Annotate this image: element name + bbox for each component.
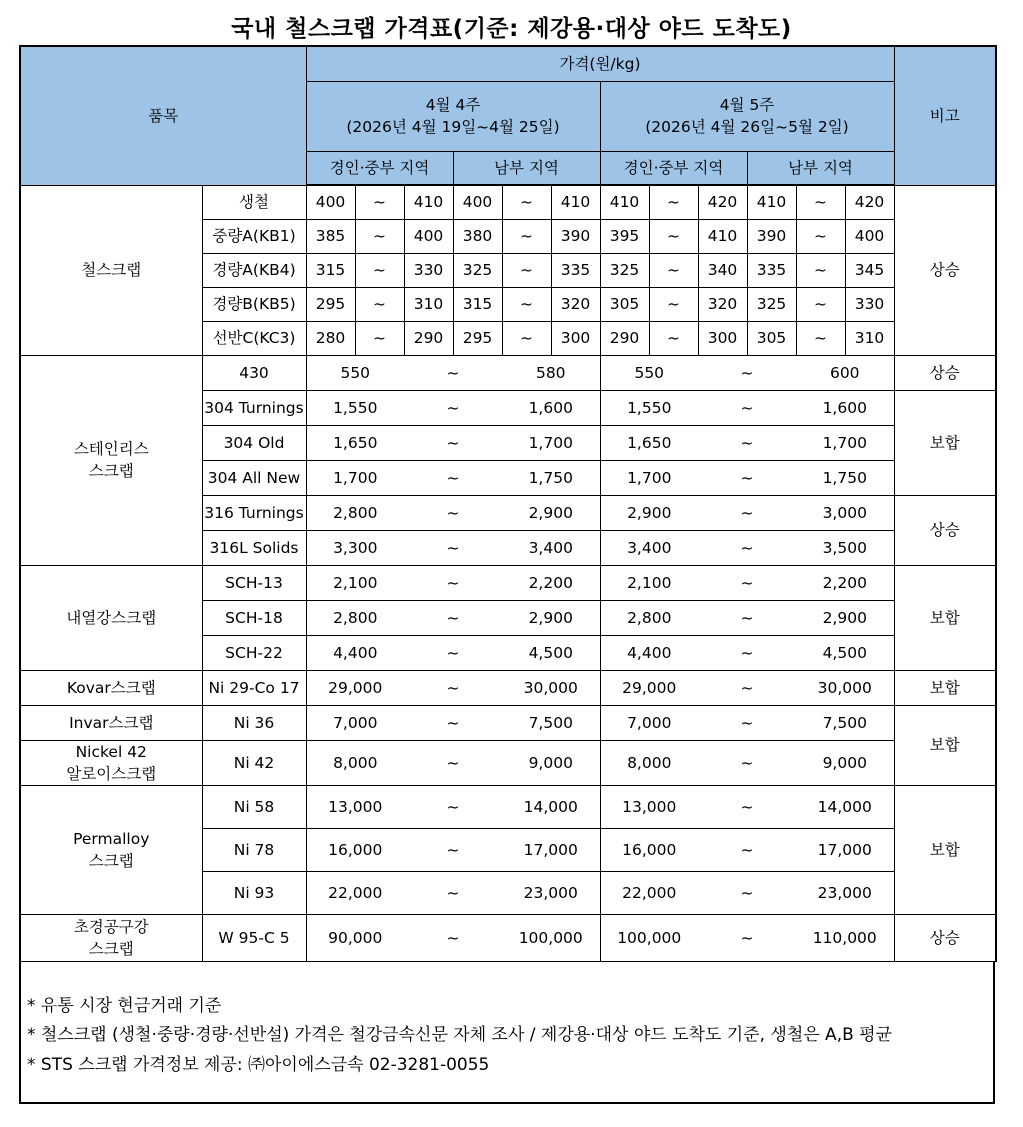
region-header: 경인·중부 지역 [600, 151, 747, 185]
price-low: 295 [306, 287, 355, 321]
tilde: ~ [796, 219, 845, 253]
price-high: 330 [404, 253, 453, 287]
price-high: 2,200 [502, 565, 600, 600]
price-high: 300 [698, 321, 747, 355]
price-high: 345 [845, 253, 894, 287]
price-low: 13,000 [600, 785, 698, 828]
price-low: 3,400 [600, 530, 698, 565]
remark-cell: 상승 [894, 495, 996, 565]
tilde: ~ [502, 321, 551, 355]
price-high: 300 [551, 321, 600, 355]
tilde: ~ [698, 705, 796, 740]
price-high: 410 [698, 219, 747, 253]
tilde: ~ [404, 565, 502, 600]
price-high: 4,500 [796, 635, 894, 670]
tilde: ~ [698, 495, 796, 530]
price-high: 600 [796, 355, 894, 390]
item-name: 316 Turnings [202, 495, 306, 530]
price-high: 1,600 [796, 390, 894, 425]
price-high: 1,600 [502, 390, 600, 425]
tilde: ~ [355, 253, 404, 287]
tilde: ~ [796, 185, 845, 219]
price-low: 325 [453, 253, 502, 287]
tilde: ~ [698, 390, 796, 425]
table-row [20, 705, 996, 740]
category-cell: 초경공구강 스크랩 [20, 914, 202, 961]
tilde: ~ [404, 530, 502, 565]
price-high: 17,000 [796, 828, 894, 871]
table-row [20, 355, 996, 390]
item-name: 선반C(KC3) [202, 321, 306, 355]
price-low: 22,000 [600, 871, 698, 914]
price-low: 390 [747, 219, 796, 253]
region-header: 남부 지역 [453, 151, 600, 185]
tilde: ~ [404, 390, 502, 425]
price-low: 315 [306, 253, 355, 287]
tilde: ~ [355, 185, 404, 219]
tilde: ~ [404, 828, 502, 871]
tilde: ~ [355, 287, 404, 321]
tilde: ~ [502, 219, 551, 253]
table-row [20, 785, 996, 828]
tilde: ~ [649, 287, 698, 321]
header-week-2 [600, 81, 894, 151]
price-low: 29,000 [600, 670, 698, 705]
item-name: 304 Turnings [202, 390, 306, 425]
tilde: ~ [404, 785, 502, 828]
price-low: 2,800 [600, 600, 698, 635]
price-low: 1,550 [306, 390, 404, 425]
table-row [20, 740, 996, 785]
price-low: 1,550 [600, 390, 698, 425]
remark-cell: 상승 [894, 355, 996, 390]
price-high: 7,500 [502, 705, 600, 740]
price-table-body [20, 185, 996, 961]
price-low: 1,700 [306, 460, 404, 495]
price-high: 30,000 [502, 670, 600, 705]
price-high: 23,000 [796, 871, 894, 914]
tilde: ~ [404, 670, 502, 705]
item-name: 중량A(KB1) [202, 219, 306, 253]
item-name: 430 [202, 355, 306, 390]
price-high: 340 [698, 253, 747, 287]
price-low: 2,800 [306, 495, 404, 530]
week-2-range: (2026년 4월 26일~5월 2일) [645, 118, 849, 136]
price-low: 335 [747, 253, 796, 287]
price-low: 1,700 [600, 460, 698, 495]
tilde: ~ [502, 185, 551, 219]
price-low: 325 [600, 253, 649, 287]
table-row [20, 914, 996, 961]
tilde: ~ [698, 828, 796, 871]
tilde: ~ [698, 740, 796, 785]
remark-cell: 보합 [894, 670, 996, 705]
price-low: 1,650 [306, 425, 404, 460]
tilde: ~ [404, 600, 502, 635]
price-low: 410 [600, 185, 649, 219]
tilde: ~ [502, 287, 551, 321]
price-low: 2,100 [306, 565, 404, 600]
tilde: ~ [404, 635, 502, 670]
item-name: 경량A(KB4) [202, 253, 306, 287]
price-high: 1,750 [502, 460, 600, 495]
price-high: 1,700 [796, 425, 894, 460]
tilde: ~ [404, 425, 502, 460]
price-high: 3,000 [796, 495, 894, 530]
tilde: ~ [404, 355, 502, 390]
price-low: 315 [453, 287, 502, 321]
category-cell: Kovar스크랩 [20, 670, 202, 705]
price-low: 380 [453, 219, 502, 253]
price-high: 330 [845, 287, 894, 321]
tilde: ~ [649, 219, 698, 253]
category-cell: Nickel 42 알로이스크랩 [20, 740, 202, 785]
page-title: 국내 철스크랩 가격표(기준: 제강용·대상 야드 도착도) [231, 16, 792, 42]
category-cell: Permalloy 스크랩 [20, 785, 202, 914]
tilde: ~ [698, 914, 796, 961]
price-low: 8,000 [600, 740, 698, 785]
tilde: ~ [355, 219, 404, 253]
category-cell: 스테인리스 스크랩 [20, 355, 202, 565]
item-name: Ni 78 [202, 828, 306, 871]
price-low: 385 [306, 219, 355, 253]
item-name: 경량B(KB5) [202, 287, 306, 321]
price-table [19, 45, 997, 962]
price-low: 29,000 [306, 670, 404, 705]
price-high: 580 [502, 355, 600, 390]
category-cell: Invar스크랩 [20, 705, 202, 740]
price-low: 2,900 [600, 495, 698, 530]
price-low: 4,400 [306, 635, 404, 670]
week-1-label: 4월 4주 [425, 96, 481, 114]
price-low: 13,000 [306, 785, 404, 828]
item-name: Ni 36 [202, 705, 306, 740]
tilde: ~ [698, 530, 796, 565]
price-low: 400 [453, 185, 502, 219]
tilde: ~ [502, 253, 551, 287]
price-high: 3,500 [796, 530, 894, 565]
price-low: 100,000 [600, 914, 698, 961]
tilde: ~ [796, 253, 845, 287]
price-high: 110,000 [796, 914, 894, 961]
item-name: Ni 42 [202, 740, 306, 785]
price-low: 16,000 [306, 828, 404, 871]
price-high: 30,000 [796, 670, 894, 705]
price-high: 9,000 [796, 740, 894, 785]
tilde: ~ [404, 871, 502, 914]
price-low: 7,000 [306, 705, 404, 740]
tilde: ~ [698, 565, 796, 600]
price-high: 290 [404, 321, 453, 355]
region-header: 경인·중부 지역 [306, 151, 453, 185]
price-low: 410 [747, 185, 796, 219]
remark-cell: 보합 [894, 565, 996, 670]
price-high: 4,500 [502, 635, 600, 670]
price-high: 7,500 [796, 705, 894, 740]
item-name: 304 Old [202, 425, 306, 460]
tilde: ~ [698, 670, 796, 705]
price-high: 1,750 [796, 460, 894, 495]
item-name: Ni 29-Co 17 [202, 670, 306, 705]
tilde: ~ [698, 425, 796, 460]
week-2-label: 4월 5주 [719, 96, 775, 114]
price-high: 335 [551, 253, 600, 287]
price-high: 9,000 [502, 740, 600, 785]
price-low: 280 [306, 321, 355, 355]
note-line: * 유통 시장 현금거래 기준 [27, 996, 222, 1016]
region-header: 남부 지역 [747, 151, 894, 185]
price-high: 310 [845, 321, 894, 355]
price-low: 290 [600, 321, 649, 355]
remark-cell: 상승 [894, 914, 996, 961]
price-high: 23,000 [502, 871, 600, 914]
tilde: ~ [698, 785, 796, 828]
item-name: SCH-18 [202, 600, 306, 635]
tilde: ~ [649, 185, 698, 219]
price-high: 2,900 [502, 600, 600, 635]
tilde: ~ [698, 635, 796, 670]
price-high: 100,000 [502, 914, 600, 961]
tilde: ~ [698, 460, 796, 495]
header-week-1 [306, 81, 600, 151]
price-high: 14,000 [502, 785, 600, 828]
price-low: 4,400 [600, 635, 698, 670]
price-high: 2,900 [502, 495, 600, 530]
price-low: 22,000 [306, 871, 404, 914]
tilde: ~ [796, 321, 845, 355]
week-1-range: (2026년 4월 19일~4월 25일) [346, 118, 560, 136]
note-line: * STS 스크랩 가격정보 제공: ㈜아이에스금속 02-3281-0055 [27, 1055, 490, 1075]
remark-cell: 보합 [894, 705, 996, 785]
price-high: 320 [698, 287, 747, 321]
tilde: ~ [698, 600, 796, 635]
price-low: 305 [747, 321, 796, 355]
price-low: 90,000 [306, 914, 404, 961]
price-high: 400 [845, 219, 894, 253]
price-high: 390 [551, 219, 600, 253]
remark-cell: 보합 [894, 390, 996, 495]
item-name: Ni 58 [202, 785, 306, 828]
tilde: ~ [796, 287, 845, 321]
category-cell: 내열강스크랩 [20, 565, 202, 670]
item-name: 304 All New [202, 460, 306, 495]
tilde: ~ [404, 705, 502, 740]
tilde: ~ [649, 321, 698, 355]
tilde: ~ [698, 355, 796, 390]
header-remarks: 비고 [894, 46, 996, 185]
tilde: ~ [404, 740, 502, 785]
price-high: 410 [551, 185, 600, 219]
item-name: 생철 [202, 185, 306, 219]
price-high: 3,400 [502, 530, 600, 565]
price-high: 1,700 [502, 425, 600, 460]
price-low: 8,000 [306, 740, 404, 785]
price-low: 400 [306, 185, 355, 219]
item-name: SCH-13 [202, 565, 306, 600]
price-high: 400 [404, 219, 453, 253]
price-high: 420 [845, 185, 894, 219]
price-low: 295 [453, 321, 502, 355]
price-high: 2,200 [796, 565, 894, 600]
header-item: 품목 [20, 46, 306, 185]
table-row [20, 185, 996, 219]
price-high: 410 [404, 185, 453, 219]
category-cell: 철스크랩 [20, 185, 202, 355]
price-low: 1,650 [600, 425, 698, 460]
item-name: SCH-22 [202, 635, 306, 670]
item-name: 316L Solids [202, 530, 306, 565]
tilde: ~ [404, 914, 502, 961]
price-high: 2,900 [796, 600, 894, 635]
price-low: 2,800 [306, 600, 404, 635]
note-line: * 철스크랩 (생철·중량·경량·선반설) 가격은 철강금속신문 자체 조사 / 제강용·대상 야드 도착도 기준, 생철은 A,B 평균 [27, 1025, 893, 1045]
price-low: 3,300 [306, 530, 404, 565]
price-high: 420 [698, 185, 747, 219]
tilde: ~ [355, 321, 404, 355]
notes-box [19, 961, 995, 1104]
tilde: ~ [698, 871, 796, 914]
price-high: 14,000 [796, 785, 894, 828]
tilde: ~ [404, 460, 502, 495]
price-high: 310 [404, 287, 453, 321]
price-low: 7,000 [600, 705, 698, 740]
price-low: 305 [600, 287, 649, 321]
tilde: ~ [649, 253, 698, 287]
table-row [20, 670, 996, 705]
header-price-unit: 가격(원/kg) [306, 46, 894, 81]
remark-cell: 보합 [894, 785, 996, 914]
price-low: 325 [747, 287, 796, 321]
remark-cell: 상승 [894, 185, 996, 355]
price-high: 17,000 [502, 828, 600, 871]
table-row [20, 565, 996, 600]
price-high: 320 [551, 287, 600, 321]
price-low: 550 [600, 355, 698, 390]
item-name: W 95-C 5 [202, 914, 306, 961]
price-low: 16,000 [600, 828, 698, 871]
item-name: Ni 93 [202, 871, 306, 914]
price-low: 2,100 [600, 565, 698, 600]
tilde: ~ [404, 495, 502, 530]
price-low: 550 [306, 355, 404, 390]
price-low: 395 [600, 219, 649, 253]
